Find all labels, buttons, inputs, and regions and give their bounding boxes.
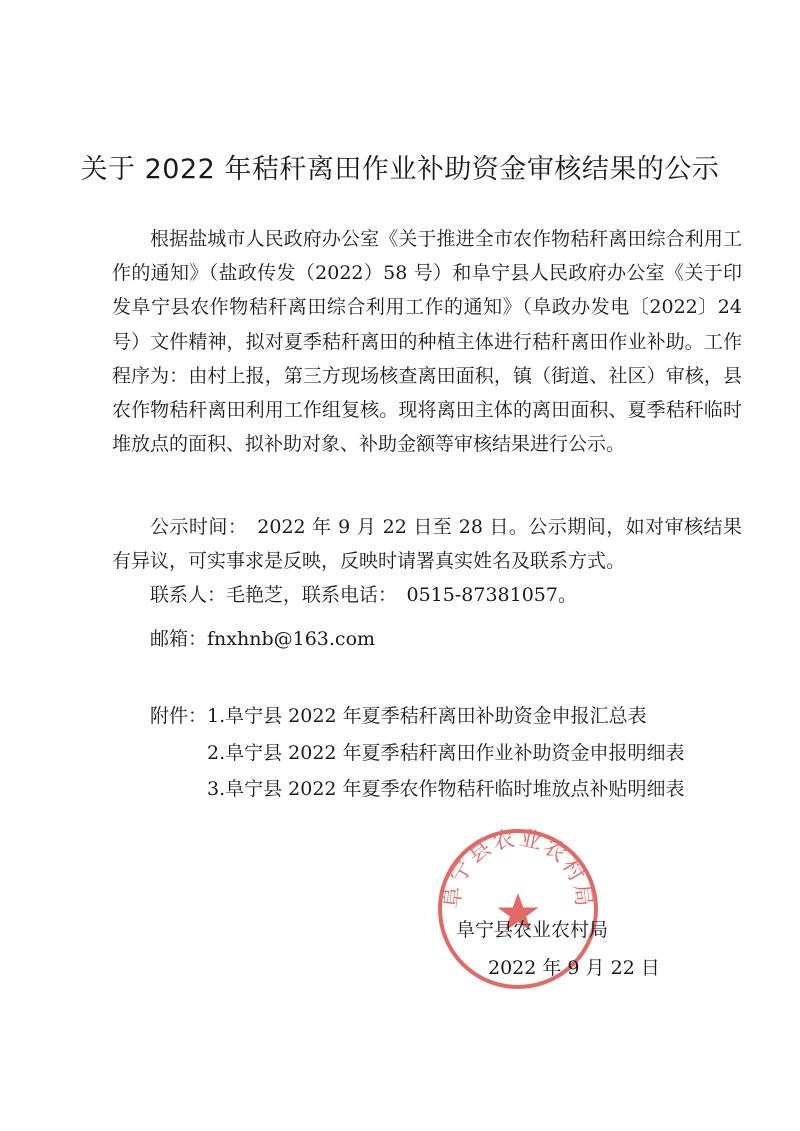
signature-date: 2022 年 9 月 22 日	[488, 957, 660, 979]
attachment-text-1: 1.阜宁县 2022 年夏季秸秆离田补助资金申报汇总表	[207, 705, 647, 727]
email-line: 邮箱：fnxhnb@163.com	[150, 628, 376, 650]
signature-organization: 阜宁县农业农村局	[456, 919, 609, 941]
body-paragraph: 根据盐城市人民政府办公室《关于推进全市农作物秸秆离田综合利用工作的通知》（盐政传发（2022）58 号）和阜宁县人民政府办公室《关于印发阜宁县农作物秸秆离田综合利用工作的通知》（阜政办发电〔2022〕24 号）文件精神，拟对夏季秸秆离田的种植主体进行秸秆离田作业补助。工作程序为：由村上报，第三方现场核查离田面积，镇（街道、社区）审核，县农作物秸秆离田利用工作组复核。现将离田主体的离田面积、夏季秸秆临时堆放点的面积、拟补助对象、补助金额等审核结果进行公示。	[112, 228, 742, 456]
attachment-item-2: 2.阜宁县 2022 年夏季秸秆离田作业补助资金申报明细表	[207, 742, 685, 764]
contact-line: 联系人：毛艳芝，联系电话： 0515-87381057。	[150, 584, 577, 606]
document-title: 关于 2022 年秸秆离田作业补助资金审核结果的公示	[80, 154, 720, 185]
seal-text: 阜宁县农业农村局	[440, 826, 596, 910]
attachment-item-3: 3.阜宁县 2022 年夏季农作物秸秆临时堆放点补贴明细表	[207, 778, 685, 800]
attachments-label: 附件：	[150, 705, 208, 727]
attachment-item-1	[150, 699, 647, 733]
notice-time-paragraph: 公示时间： 2022 年 9 月 22 日至 28 日。公示期间，如对审核结果有异议，可实事求是反映，反映时请署真实姓名及联系方式。	[112, 516, 742, 572]
